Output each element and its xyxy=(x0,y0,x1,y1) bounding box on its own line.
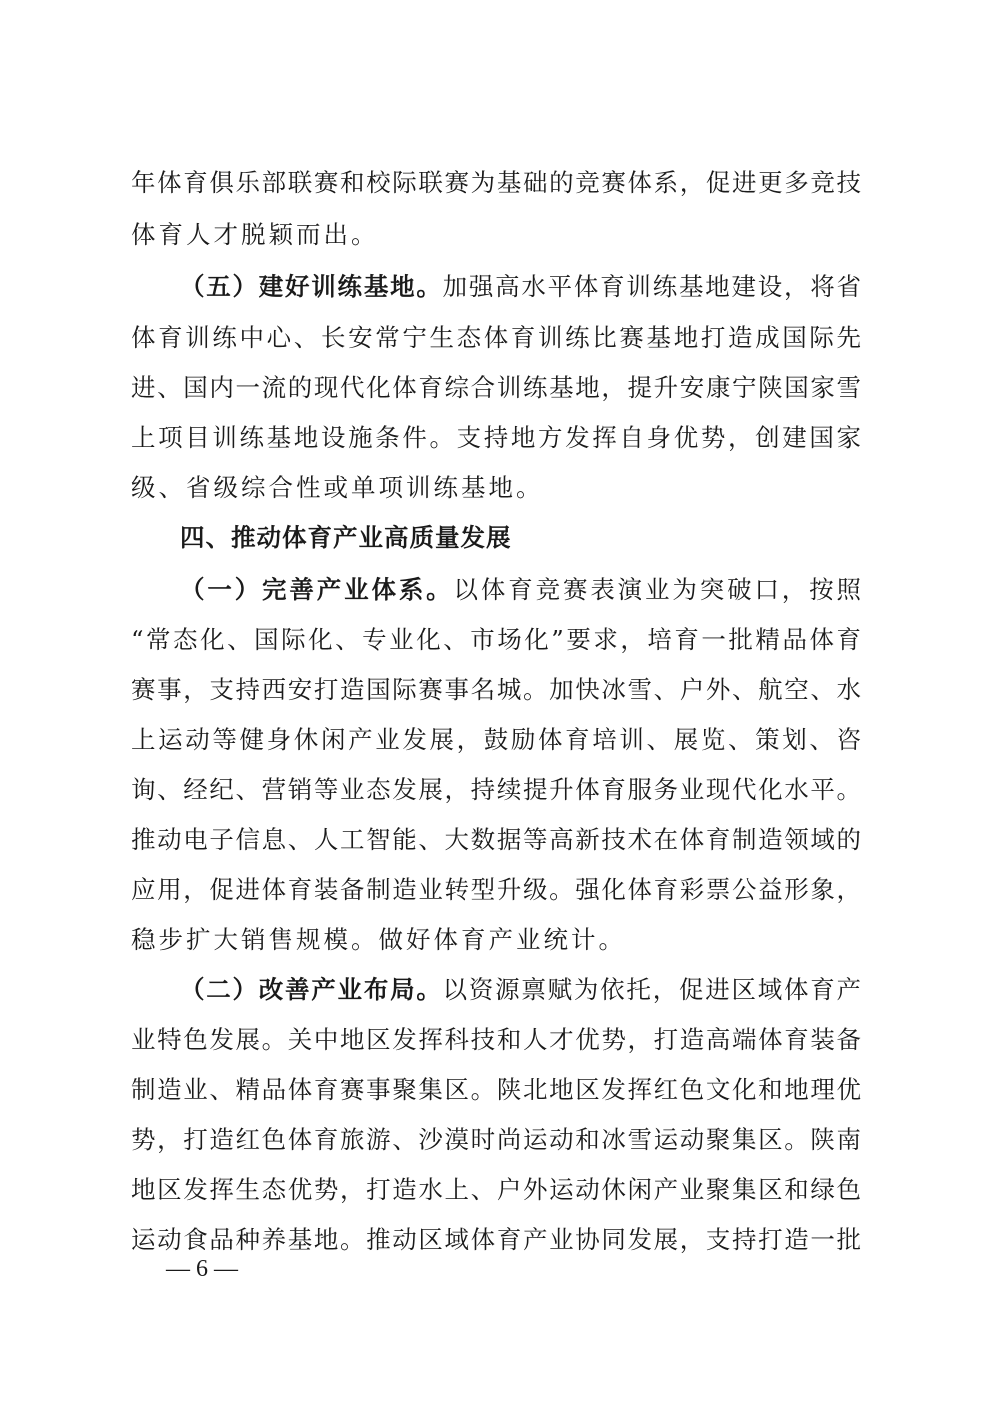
page-number: — 6 — xyxy=(166,1256,238,1282)
paragraph-wanshan-tixi xyxy=(180,574,861,606)
body-line: 上运动等健身休闲产业发展，鼓励体育培训、展览、策划、咨 xyxy=(131,725,861,754)
body-line: 进、国内一流的现代化体育综合训练基地，提升安康宁陕国家雪 xyxy=(131,373,861,402)
body-line: 级、省级综合性或单项训练基地。 xyxy=(131,473,544,502)
paragraph-lead: （一）完善产业体系。 xyxy=(180,575,454,604)
body-line: 势，打造红色体育旅游、沙漠时尚运动和冰雪运动聚集区。陕南 xyxy=(131,1125,861,1154)
paragraph-text: 加强高水平体育训练基地建设，将省 xyxy=(442,272,862,301)
body-line: 运动食品种养基地。推动区域体育产业协同发展，支持打造一批 xyxy=(131,1225,861,1254)
body-line: 赛事，支持西安打造国际赛事名城。加快冰雪、户外、航空、水 xyxy=(131,675,861,704)
paragraph-gaishan-buju xyxy=(180,974,861,1006)
paragraph-wujian-jidi xyxy=(180,271,861,303)
section-heading: 四、推动体育产业高质量发展 xyxy=(180,523,512,552)
body-line: 推动电子信息、人工智能、大数据等高新技术在体育制造领域的 xyxy=(131,825,861,854)
body-line: “常态化、国际化、专业化、市场化”要求，培育一批精品体育 xyxy=(131,625,861,654)
body-line: 询、经纪、营销等业态发展，持续提升体育服务业现代化水平。 xyxy=(131,775,861,804)
paragraph-lead: （五）建好训练基地。 xyxy=(180,272,443,301)
paragraph-lead: （二）改善产业布局。 xyxy=(180,975,443,1004)
body-line: 年体育俱乐部联赛和校际联赛为基础的竞赛体系，促进更多竞技 xyxy=(131,168,861,197)
body-line: 制造业、精品体育赛事聚集区。陕北地区发挥红色文化和地理优 xyxy=(131,1075,861,1104)
body-line: 应用，促进体育装备制造业转型升级。强化体育彩票公益形象， xyxy=(131,875,861,904)
paragraph-text: 以体育竞赛表演业为突破口，按照 xyxy=(453,575,862,604)
body-line: 稳步扩大销售规模。做好体育产业统计。 xyxy=(131,925,626,954)
body-line: 上项目训练基地设施条件。支持地方发挥自身优势，创建国家 xyxy=(131,423,861,452)
body-line: 业特色发展。关中地区发挥科技和人才优势，打造高端体育装备 xyxy=(131,1025,861,1054)
paragraph-text: 以资源禀赋为依托，促进区域体育产 xyxy=(442,975,862,1004)
body-line: 地区发挥生态优势，打造水上、户外运动休闲产业聚集区和绿色 xyxy=(131,1175,861,1204)
body-line: 体育人才脱颖而出。 xyxy=(131,220,379,249)
body-line: 体育训练中心、长安常宁生态体育训练比赛基地打造成国际先 xyxy=(131,323,861,352)
